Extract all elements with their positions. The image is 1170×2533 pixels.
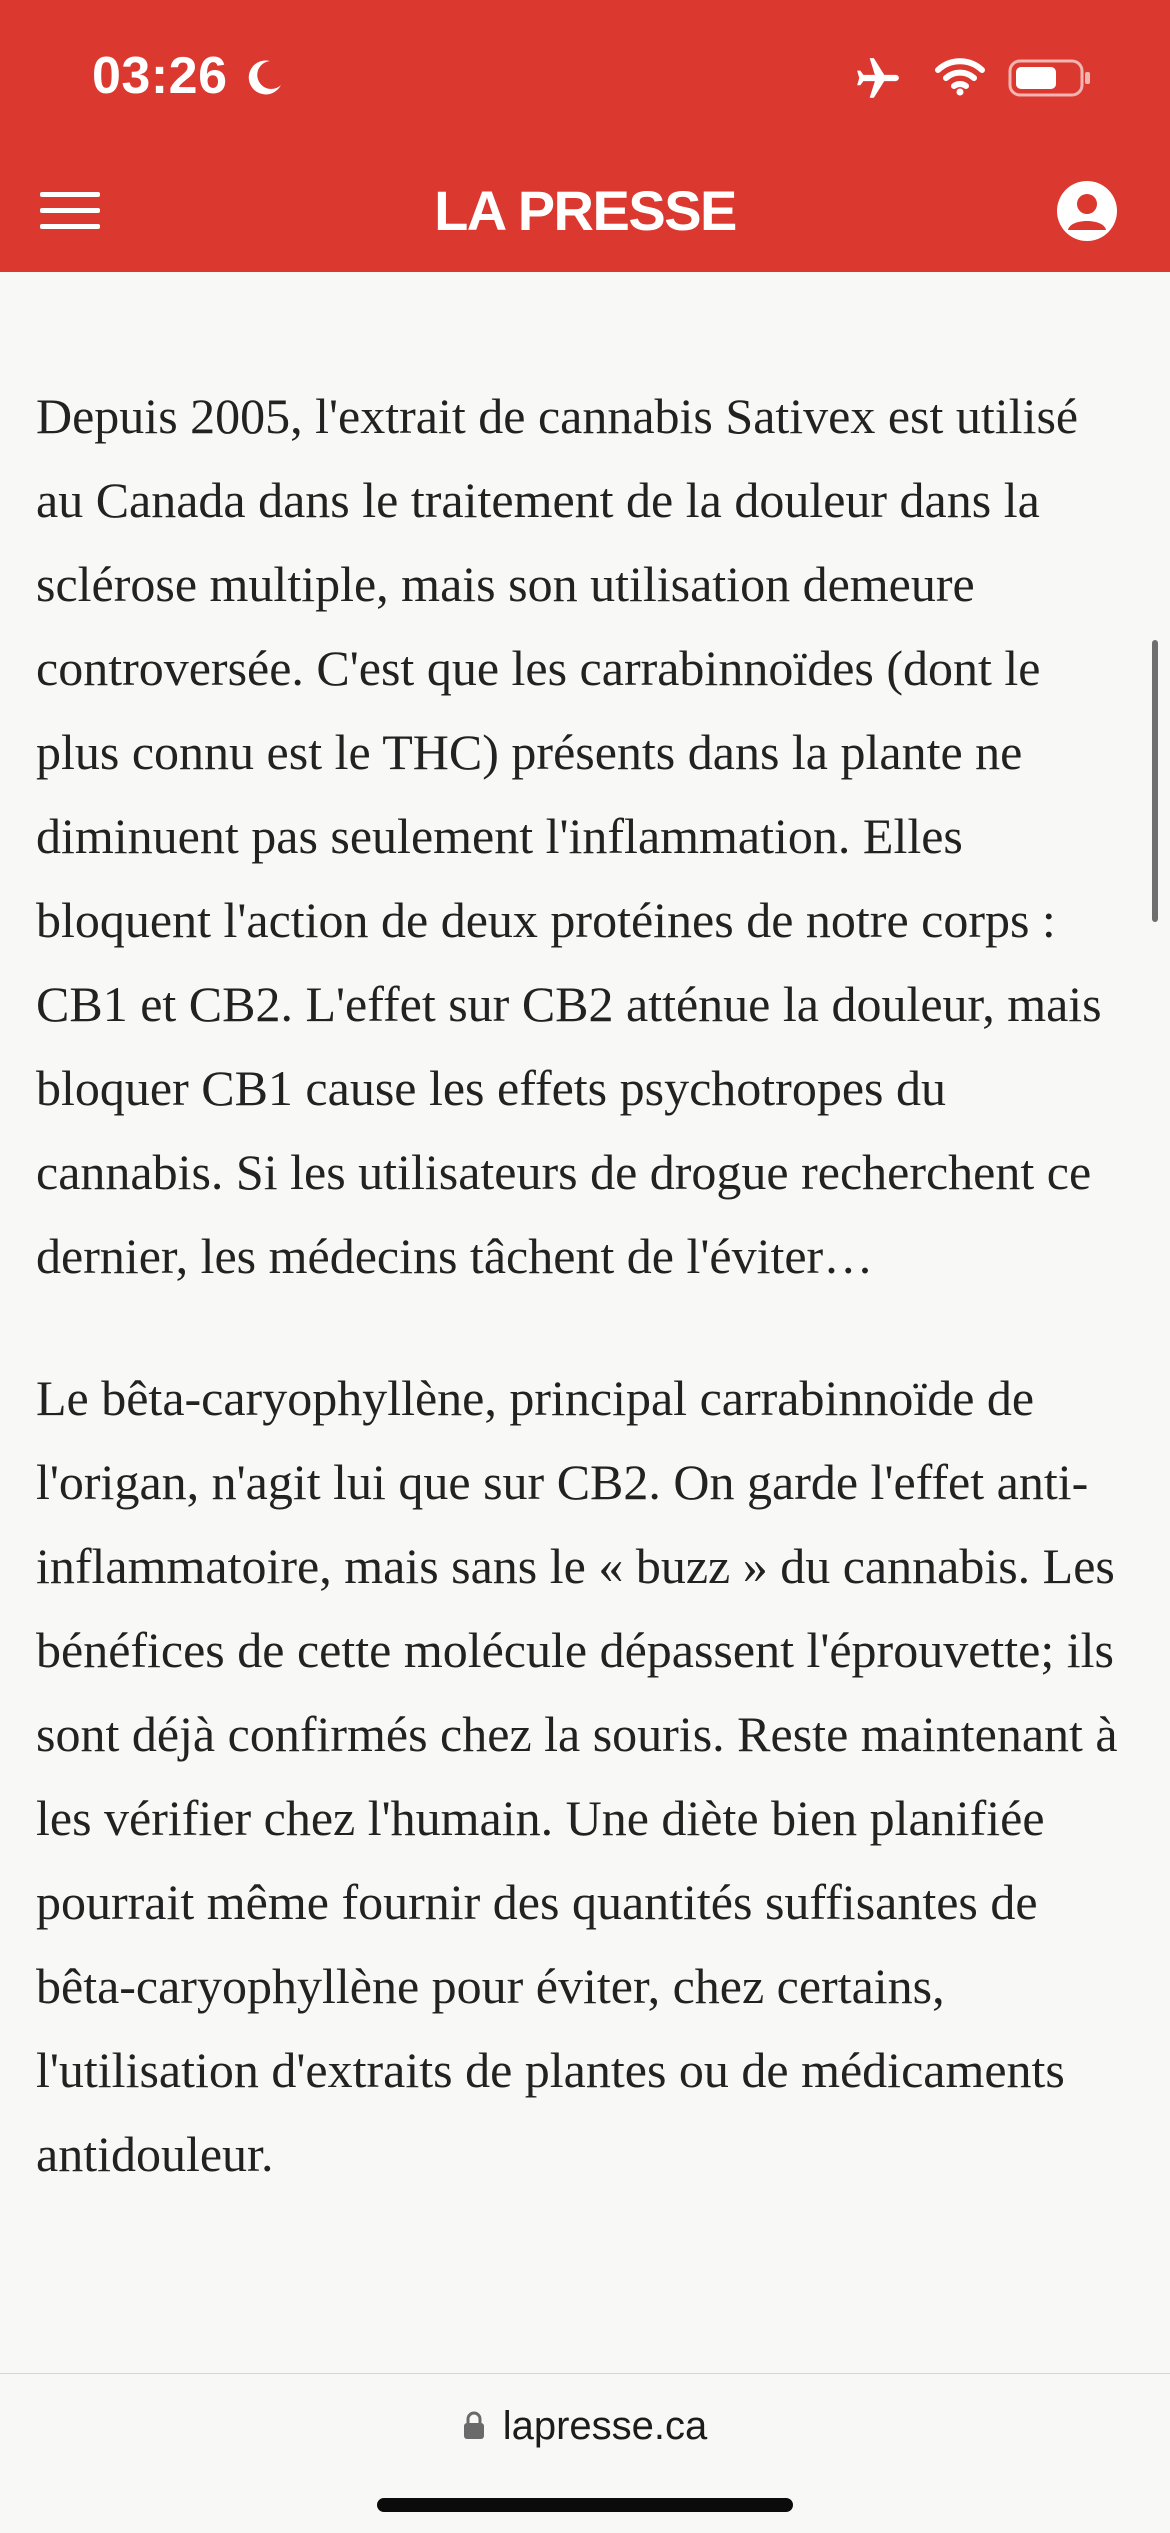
- scrollbar-thumb[interactable]: [1152, 640, 1158, 922]
- brand-logo[interactable]: LA PRESSE: [434, 179, 736, 242]
- status-time: 03:26: [92, 47, 228, 105]
- status-bar: [0, 0, 1170, 150]
- moon-icon: [244, 58, 284, 98]
- home-indicator[interactable]: [377, 2498, 793, 2512]
- app-header: [0, 150, 1170, 272]
- airplane-mode-icon: [853, 54, 903, 104]
- article-paragraph: Depuis 2005, l'extrait de cannabis Sativex est utilisé au Canada dans le traitement de la douleur dans la sclérose multiple, mais son utilisation demeure controversée. C'est que les carrabinnoïdes (dont le plus connu est le THC) présents dans la plante ne diminuent pas seulement l'inflammation. Elles bloquent l'action de deux protéines de notre corps : CB1 et CB2. L'effet sur CB2 atténue la douleur, mais bloquer CB1 cause les effets psychotropes du cannabis. Si les utilisateurs de drogue recherchent ce dernier, les médecins tâchent de l'éviter…: [36, 388, 1102, 1284]
- lock-icon: [463, 2410, 485, 2440]
- wifi-icon: [934, 56, 986, 96]
- url-text: lapresse.ca: [502, 2404, 708, 2448]
- article-paragraph: Le bêta-caryophyllène, principal carrabinnoïde de l'origan, n'agit lui que sur CB2. On garde l'effet anti-inflammatoire, mais sans le « buzz » du cannabis. Les bénéfices de cette molécule dépassent l'éprouvette; ils sont déjà confirmés chez la souris. Reste maintenant à les vérifier chez l'humain. Une diète bien planifiée pourrait même fournir des quantités suffisantes de bêta-caryophyllène pour éviter, chez certains, l'utilisation d'extraits de plantes ou de médicaments antidouleur.: [36, 1370, 1118, 2182]
- battery-icon: [1008, 58, 1092, 98]
- article-body: [36, 374, 1136, 2196]
- user-profile-icon[interactable]: [1056, 180, 1118, 242]
- url-display[interactable]: [0, 2404, 1170, 2449]
